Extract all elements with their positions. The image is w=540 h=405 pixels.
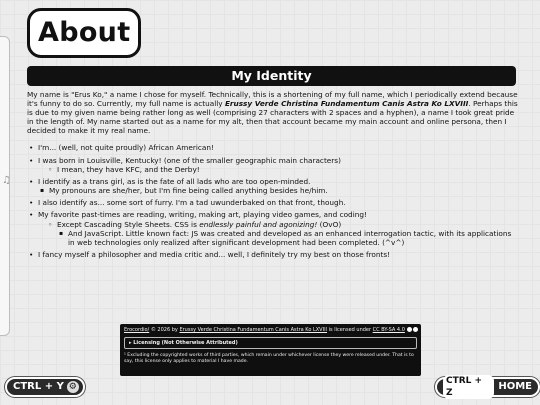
license-box [120,324,421,376]
sub-list-item: ▪ My pronouns are she/her, but I'm fine being called anything besides he/him. [40,186,518,195]
section-heading: My Identity [27,66,516,86]
full-name: Erussy Verde Christina Fundamentum Canis Astra Ko LXVIII [224,99,469,109]
home-button[interactable] [435,377,540,397]
list-item: • My favorite past-times are reading, writing, making art, playing video games, and coding! ◦ Except Cascading Style Sheets. CSS is endlessly painful and agonizing! (OvO) ▪ And JavaScript. Little known fact: JS was created and developed as an enhanced interrogation tactic, with its applications in web technologies only realized after significant development had been completed. (^v^) [27,210,518,246]
licensing-details-toggle[interactable]: ▸ Licensing (Not Otherwise Attributed) [124,337,417,349]
sub-list-item: ◦ I mean, they have KFC, and the Derby! [48,165,518,174]
redo-label: CTRL + Y [13,381,64,392]
sub-list-item: ▪ And JavaScript. Little known fact: JS was created and developed as an enhanced interrogation tactic, with its applications in web technologies only realized after significant development had been completed. (^v^) [59,229,518,247]
license-line: Erocordio/ © 2026 by Erussy Verde Christina Fundamentum Canis Astra Ko LXVIII is licensed under CC BY-SA 4.0 [124,327,417,333]
identity-list [27,143,518,259]
page-title: About [27,8,141,58]
list-item: • I was born in Louisville, Kentucky! (one of the smaller geographic main characters) ◦ I mean, they have KFC, and the Derby! [27,156,518,174]
author-link[interactable]: Erussy Verde Christina Fundamentum Canis Astra Ko LXVIII [179,327,328,333]
about-content [27,90,518,262]
list-item: • I fancy myself a philosopher and media critic and... well, I definitely try my best on those fronts! [27,250,518,259]
list-item: • I identify as a trans girl, as is the fate of all lads who are too open-minded. ▪ My pronouns are she/her, but I'm fine being called anything besides he/him. [27,177,518,195]
gear-icon: ⚙ [68,382,77,392]
by-icon [413,327,418,332]
intro-paragraph: My name is "Erus Ko," a name I chose for myself. Technically, this is a shortening of my full name, which I periodically extend because it's funny to do so. Currently, my full name is actually Erussy Verde Christina Fundamentum Canis Astra Ko LXVIII. Perhaps this is due to my given name being rather long as well (comprising 27 characters with 2 spaces and a hyphen), a name I took great pride in the length of. My name started out as a name for my alt, then that account became my main account and online persona, then I decided to make it my real name. [27,90,518,136]
music-note-icon[interactable]: ♫ [2,175,11,186]
side-panel[interactable] [0,36,10,336]
undo-shortcut-chip: CTRL + Z [443,375,494,399]
license-link[interactable]: CC BY-SA 4.0 [372,327,405,333]
license-footnote: ¹ Excluding the copyrighted works of third parties, which remain under whichever license they were released under. That is to say, this license only applies to material I have made. [124,353,414,364]
list-item: • I'm... (well, not quite proudly) African American! [27,143,518,152]
site-link[interactable]: Erocordio/ [124,327,150,333]
list-item: • I also identify as... some sort of furry. I'm a tad uwunderbaked on that front, though. [27,198,518,207]
redo-button[interactable] [5,377,85,397]
cc-icon [407,327,412,332]
home-label: HOME [498,381,532,392]
sub-list-item: ◦ Except Cascading Style Sheets. CSS is endlessly painful and agonizing! (OvO) ▪ And JavaScript. Little known fact: JS was created and developed as an enhanced interrogation tactic, with its applications in web technologies only realized after significant development had been completed. (^v^) [48,220,518,247]
